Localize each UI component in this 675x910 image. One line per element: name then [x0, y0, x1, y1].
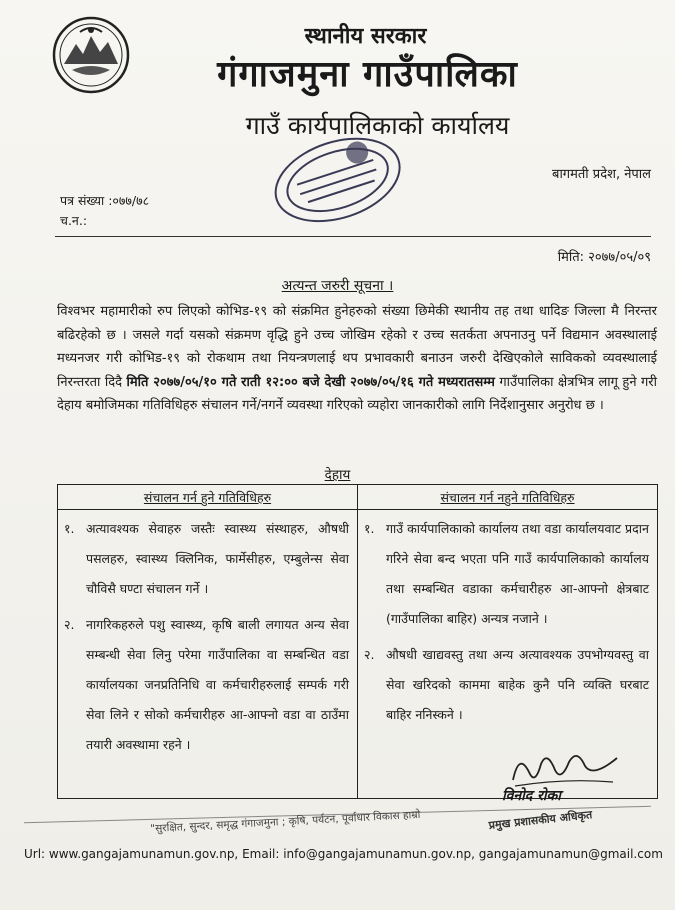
notice-date: मिति: २०७७/०५/०९	[557, 250, 651, 265]
col-allowed-header: संचालन गर्न हुने गतिविधिहरु	[58, 485, 358, 510]
header-divider	[55, 236, 651, 237]
body-text-part1: विश्वभर महामारीको रुप लिएको कोभिड-१९ को संक्रमित हुनेहरुको संख्या छिमेकी स्थानीय तह तथा धादिङ जिल्ला मै निरन्तर बढिरहेको छ । जसले गर्दा यसको संक्रमण वृद्धि हुने उच्च जोखिम रहेको र उच्च सतर्कता अपनाउनु पर्ने विद्यमान अवस्थालाई मध्यनजर गरी कोभिड-१९ को रोकथाम तथा नियन्त्रणलाई थप प्रभावकारी बनाउन जरुरी देखिएकोले साविकको व्यवस्थालाई निरन्तरता दिदै	[57, 304, 657, 390]
header-local-government: स्थानीय सरकार	[304, 24, 427, 49]
letter-number: पत्र संख्या :०७७/७८	[60, 193, 150, 208]
notice-subject: अत्यन्त जरुरी सूचना ।	[281, 278, 394, 294]
office-stamp-icon	[262, 128, 412, 228]
not-allowed-item: १. गाउँ कार्यपालिकाको कार्यालय तथा वडा कार्यालयवाट प्रदान गरिने सेवा बन्द भएता पनि गाउँ कार्यपालिकाको कार्यालय तथा सम्बन्धित वडाका कर्मचारीहरु आ-आफ्नो क्षेत्रबाट (गाउँपालिका बाहिर) अन्यत्र नजाने ।	[364, 521, 649, 626]
municipality-motto: "सुरक्षित, सुन्दर, समृद्ध गंगाजमुना ; कृषि, पर्यटन, पूर्वाधार विकास हाम्रो	[150, 808, 421, 835]
col-not-allowed-header: संचालन गर्न नहुने गतिविधिहरु	[358, 485, 658, 510]
allowed-cell	[58, 510, 358, 799]
header-office-name: गाउँ कार्यपालिकाको कार्यालय	[245, 111, 510, 140]
dispatch-number: च.न.:	[60, 213, 88, 228]
table-title: देहाय	[324, 467, 351, 483]
province-label: बागमती प्रदेश, नेपाल	[552, 167, 651, 182]
signatory-title: प्रमुख प्रशासकीय अधिकृत	[488, 808, 593, 832]
allowed-item: १. अत्यावश्यक सेवाहरु जस्तैः स्वास्थ्य संस्थाहरु, औषधी पसलहरु, स्वास्थ्य क्लिनिक, फार्मेसीहरु, एम्बुलेन्स सेवा चौविसै घण्टा संचालन गर्ने ।	[64, 521, 349, 596]
signature-icon	[505, 742, 625, 792]
not-allowed-item: २. औषधी खाद्यवस्तु तथा अन्य अत्यावश्यक उपभोग्यवस्तु वा सेवा खरिदको काममा बाहेक कुनै पनि व्यक्ति घरबाट बाहिर ननिस्कने ।	[364, 647, 649, 722]
signatory-name: विनोद रोका	[502, 788, 561, 804]
footer-contact: Url: www.gangajamunamun.gov.np, Email: info@gangajamunamun.gov.np, gangajamunamun@gmail.com	[24, 847, 663, 861]
allowed-item: २. नागरिकहरुले पशु स्वास्थ्य, कृषि बाली लगायत अन्य सेवा सम्बन्धी सेवा लिनु परेमा गाउँपालिका वा सम्बन्धित वडा कार्यालयका जनप्रतिनिधि वा कर्मचारीहरुलाई सम्पर्क गरी सेवा लिने र सोको कर्मचारीहरु आ-आफ्नो वडा वा ठाउँमा तयारी अवस्थामा रहने ।	[64, 617, 349, 752]
body-text-period: मिति २०७७/०५/१० गते राती १२:०० बजे देखी २०७७/०५/१६ गते मध्यरातसम्म	[126, 374, 495, 390]
header-municipality-name: गंगाजमुना गाउँपालिका	[217, 54, 518, 95]
notice-body	[57, 300, 657, 418]
body-text-part3: गाउँपालिका क्षेत्रभित्र लागू हुने गरी देहाय बमोजिमका गतिविधिहरु संचालन गर्ने/नगर्ने व्यवस्था गरिएको व्यहोरा जानकारीको लागि निर्देशानुसार अनुरोध छ ।	[57, 374, 657, 413]
